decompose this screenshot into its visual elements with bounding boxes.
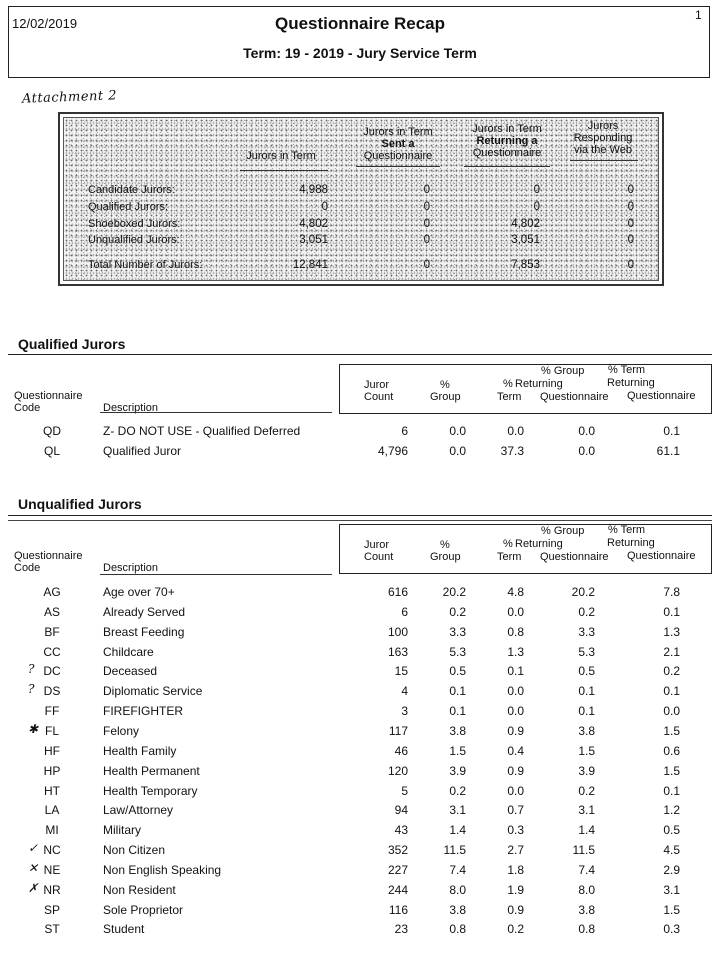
summary-sent-value: 0 (423, 184, 430, 196)
header-group-line2: Group (430, 391, 461, 403)
row-pct-term-returning: 4.5 (663, 843, 680, 858)
row-pct-term: 0.4 (507, 743, 524, 758)
table-row (0, 744, 720, 764)
table-row (0, 585, 720, 605)
table-row (0, 823, 720, 843)
summary-col-sent-line3: Questionnaire (363, 150, 433, 162)
header-term-returning-line2: Returning (607, 537, 655, 549)
summary-in-term-value: 0 (321, 201, 328, 213)
row-pct-term-returning: 0.5 (663, 823, 680, 838)
row-pct-term-returning: 3.1 (663, 882, 680, 897)
row-pct-term-returning: 1.5 (663, 723, 680, 738)
table-row (0, 664, 720, 684)
row-pct-group-returning: 8.0 (578, 882, 595, 897)
header-group-line2: Group (430, 551, 461, 563)
summary-col-web (566, 120, 640, 156)
header-term-returning-line1: % Term (608, 364, 646, 376)
summary-returning-value: 3,051 (511, 234, 540, 246)
row-description: Breast Feeding (103, 624, 185, 639)
report-date: 12/02/2019 (12, 16, 78, 31)
handwritten-mark: ? (28, 662, 35, 677)
table-row (0, 764, 720, 784)
row-code: HT (44, 783, 60, 798)
row-code: NC (43, 843, 61, 858)
handwritten-mark: ✱ (28, 721, 39, 736)
row-code: CC (43, 644, 61, 659)
row-pct-term-returning: 7.8 (663, 585, 680, 599)
table-row (0, 704, 720, 724)
header-code-line2: Code (14, 402, 41, 414)
page-number: 1 (695, 8, 702, 22)
header-group-returning-line3: Questionnaire (540, 391, 609, 403)
row-pct-term-returning: 2.9 (663, 862, 680, 877)
row-pct-group: 1.4 (449, 823, 466, 838)
row-pct-group-returning: 0.8 (578, 922, 595, 937)
summary-sent-value: 0 (423, 201, 430, 213)
table-row (0, 903, 720, 923)
row-code: SP (43, 902, 60, 917)
header-count-line1: Juror (364, 539, 390, 551)
row-pct-group-returning: 0.0 (578, 424, 595, 438)
row-pct-group: 0.0 (449, 444, 466, 458)
row-pct-term: 0.0 (507, 783, 524, 798)
row-pct-group: 11.5 (443, 843, 466, 858)
summary-row-label: Shoeboxed Jurors: (88, 218, 181, 230)
row-juror-count: 4 (401, 684, 408, 699)
summary-returning-value: 7,853 (511, 259, 540, 271)
row-pct-term: 0.0 (507, 424, 524, 438)
row-pct-group-returning: 7.4 (578, 862, 595, 877)
header-term-returning-line3: Questionnaire (627, 390, 696, 402)
header-group-returning-line2: Returning (515, 538, 563, 550)
summary-web-value: 0 (627, 201, 634, 213)
row-description: Felony (103, 723, 140, 738)
row-juror-count: 6 (401, 604, 408, 619)
row-pct-term-returning: 0.2 (663, 664, 680, 679)
row-pct-group-returning: 3.8 (578, 723, 595, 738)
row-pct-group: 1.5 (449, 743, 466, 758)
term-subtitle: Term: 19 - 2019 - Jury Service Term (243, 45, 477, 61)
summary-returning-value: 4,802 (511, 218, 540, 230)
row-juror-count: 244 (387, 882, 408, 897)
table-row (0, 625, 720, 645)
row-juror-count: 100 (387, 624, 408, 639)
row-juror-count: 227 (387, 862, 408, 877)
row-pct-term: 0.9 (507, 723, 524, 738)
row-code: NR (43, 882, 61, 897)
table-row (0, 803, 720, 823)
table-row (0, 444, 720, 464)
row-pct-group: 0.8 (449, 922, 466, 937)
row-pct-group-returning: 1.5 (578, 743, 595, 758)
row-pct-term: 0.0 (507, 604, 524, 619)
section-rule-thin (8, 520, 712, 521)
row-pct-group-returning: 0.1 (578, 684, 595, 699)
row-juror-count: 15 (394, 664, 408, 679)
table-row (0, 721, 720, 744)
header-term-line1: % (503, 378, 513, 390)
row-pct-term-returning: 2.1 (663, 644, 680, 659)
row-code: ST (44, 922, 60, 937)
summary-web-value: 0 (627, 184, 634, 196)
summary-row-label: Qualified Jurors: (88, 201, 169, 213)
row-description: Health Temporary (103, 783, 198, 798)
header-description: Description (103, 402, 159, 414)
row-pct-term: 0.9 (507, 763, 524, 778)
row-pct-group: 0.2 (449, 604, 466, 619)
header-term-line2: Term (497, 391, 522, 403)
row-pct-term: 0.7 (507, 803, 524, 818)
row-code: FF (44, 704, 60, 719)
summary-web-value: 0 (627, 234, 634, 246)
row-pct-group: 3.1 (449, 803, 466, 818)
row-pct-group: 0.2 (449, 783, 466, 798)
summary-row-label: Candidate Jurors: (88, 184, 175, 196)
row-description: Student (103, 922, 145, 937)
table-row (0, 605, 720, 625)
row-pct-group-returning: 0.5 (578, 664, 595, 679)
row-code: QL (43, 444, 60, 458)
row-pct-term: 0.1 (507, 664, 524, 679)
row-description: Already Served (103, 604, 186, 619)
summary-row-label: Total Number of Jurors: (88, 259, 203, 271)
row-pct-term: 4.8 (507, 585, 524, 599)
row-description: Childcare (103, 644, 154, 659)
header-code-line1: Questionnaire (14, 550, 83, 562)
row-pct-term: 0.0 (507, 704, 524, 719)
row-description: FIREFIGHTER (103, 704, 183, 719)
row-juror-count: 3 (401, 704, 408, 719)
row-pct-group: 3.8 (449, 902, 466, 917)
summary-in-term-value: 4,802 (299, 218, 328, 230)
summary-col-returning (464, 123, 550, 159)
row-code: FL (44, 723, 59, 738)
table-row (0, 922, 720, 942)
summary-col-underline (570, 160, 638, 161)
handwritten-mark: ✕ (28, 860, 39, 875)
row-pct-group: 7.4 (449, 862, 466, 877)
header-count-line1: Juror (364, 379, 390, 391)
row-code: HF (44, 743, 60, 758)
summary-in-term-value: 12,841 (292, 259, 328, 271)
row-pct-term-returning: 0.1 (663, 424, 680, 438)
row-juror-count: 46 (394, 743, 408, 758)
row-pct-group: 0.5 (449, 664, 466, 679)
table-row (0, 880, 720, 903)
row-code: BF (44, 624, 60, 639)
row-juror-count: 6 (401, 424, 408, 438)
row-pct-term: 0.8 (507, 624, 524, 639)
row-pct-group-returning: 3.8 (578, 902, 595, 917)
handwritten-mark: ? (28, 682, 35, 697)
section-rule (8, 354, 712, 355)
handwritten-mark: ✗ (28, 880, 39, 895)
row-pct-group-returning: 3.3 (578, 624, 595, 639)
header-count-line2: Count (364, 551, 394, 563)
row-pct-term: 0.0 (507, 684, 524, 699)
row-pct-term-returning: 0.1 (663, 684, 680, 699)
row-pct-group-returning: 0.2 (578, 604, 595, 619)
row-juror-count: 23 (394, 922, 408, 937)
summary-col-web-line1: Jurors (587, 120, 619, 132)
row-code: AS (43, 604, 60, 619)
row-description: Diplomatic Service (103, 684, 203, 699)
row-pct-term: 0.3 (507, 823, 524, 838)
row-description: Military (103, 823, 141, 838)
summary-row-label: Unqualified Jurors: (88, 234, 180, 246)
row-juror-count: 120 (387, 763, 408, 778)
row-pct-term-returning: 0.6 (663, 743, 680, 758)
header-term-returning-line3: Questionnaire (627, 550, 696, 562)
summary-col-underline (464, 166, 550, 167)
row-code: QD (43, 424, 61, 438)
header-term-returning-line2: Returning (607, 377, 655, 389)
row-description: Non Citizen (103, 843, 166, 858)
row-pct-term-returning: 1.5 (663, 763, 680, 778)
row-pct-group-returning: 0.1 (578, 704, 595, 719)
table-row (0, 860, 720, 883)
description-underline (100, 412, 332, 413)
header-group-returning-line1: % Group (541, 365, 585, 377)
row-pct-group: 3.3 (449, 624, 466, 639)
row-pct-group-returning: 3.9 (578, 763, 595, 778)
row-pct-term: 37.3 (500, 444, 524, 458)
row-pct-group: 3.9 (449, 763, 466, 778)
row-pct-term: 1.3 (507, 644, 524, 659)
header-code-line1: Questionnaire (14, 390, 83, 402)
row-juror-count: 117 (388, 723, 408, 738)
unqualified-section-title: Unqualified Jurors (18, 496, 142, 512)
qualified-section-title: Qualified Jurors (18, 336, 126, 352)
summary-web-value: 0 (627, 218, 634, 230)
row-pct-group-returning: 20.2 (571, 585, 595, 599)
report-title: Questionnaire Recap (274, 14, 446, 33)
row-pct-group-returning: 1.4 (578, 823, 595, 838)
row-pct-term-returning: 1.3 (663, 624, 680, 639)
row-pct-term-returning: 0.0 (663, 704, 680, 719)
row-juror-count: 4,796 (377, 444, 408, 458)
row-pct-group: 0.0 (449, 424, 466, 438)
section-rule (8, 515, 712, 516)
summary-col-in-term (238, 150, 324, 162)
row-pct-group-returning: 0.0 (578, 444, 595, 458)
header-description: Description (103, 562, 159, 574)
row-description: Non English Speaking (103, 862, 222, 877)
row-pct-group: 5.3 (449, 644, 466, 659)
row-pct-term: 1.8 (507, 862, 524, 877)
header-group-line1: % (440, 379, 450, 391)
row-description: Deceased (103, 664, 158, 679)
row-pct-group: 3.8 (449, 723, 466, 738)
row-code: LA (44, 803, 60, 818)
row-code: MI (45, 823, 59, 838)
row-description: Sole Proprietor (103, 902, 184, 917)
row-juror-count: 5 (401, 783, 408, 798)
header-term-returning-line1: % Term (608, 524, 646, 536)
row-juror-count: 116 (388, 902, 408, 917)
row-pct-term-returning: 61.1 (656, 444, 680, 458)
row-pct-term-returning: 1.2 (663, 803, 680, 818)
summary-col-returning-line3: Questionnaire (472, 147, 542, 159)
row-pct-term: 2.7 (507, 843, 524, 858)
row-pct-group: 8.0 (449, 882, 466, 897)
row-pct-term-returning: 0.1 (663, 783, 680, 798)
summary-col-underline (240, 170, 328, 171)
row-pct-term-returning: 0.3 (663, 922, 680, 937)
summary-in-term-value: 3,051 (299, 234, 328, 246)
description-underline (100, 574, 332, 575)
header-code-line2: Code (14, 562, 41, 574)
row-description: Health Permanent (103, 763, 200, 778)
summary-sent-value: 0 (423, 218, 430, 230)
row-pct-group-returning: 3.1 (578, 803, 595, 818)
row-pct-term-returning: 1.5 (663, 902, 680, 917)
handwritten-mark: ✓ (28, 841, 39, 856)
summary-sent-value: 0 (423, 259, 430, 271)
row-code: DS (43, 684, 61, 699)
summary-returning-value: 0 (533, 201, 540, 213)
row-pct-group-returning: 0.2 (578, 783, 595, 798)
row-description: Non Resident (103, 882, 176, 897)
header-group-returning-line1: % Group (541, 525, 585, 537)
row-description: Z- DO NOT USE - Qualified Deferred (103, 424, 301, 438)
row-pct-term: 0.2 (507, 922, 524, 937)
row-code: HP (43, 763, 61, 778)
summary-col-sent-line1: Jurors in Term (363, 126, 433, 138)
summary-col-sent (356, 126, 440, 162)
row-code: DC (43, 664, 61, 679)
summary-col-web-line2: Responding (573, 132, 633, 144)
row-description: Law/Attorney (103, 803, 174, 818)
table-row (0, 684, 720, 704)
header-group-returning-line3: Questionnaire (540, 551, 609, 563)
summary-col-in-term-label: Jurors in Term (246, 150, 316, 162)
table-row (0, 784, 720, 804)
row-description: Health Family (103, 743, 177, 758)
summary-in-term-value: 4,988 (299, 184, 328, 196)
table-row (0, 843, 720, 863)
row-juror-count: 352 (387, 843, 408, 858)
table-row (0, 645, 720, 665)
row-pct-group-returning: 5.3 (578, 644, 595, 659)
row-pct-term-returning: 0.1 (663, 604, 680, 619)
header-term-line2: Term (497, 551, 522, 563)
row-juror-count: 616 (387, 585, 408, 599)
handwritten-note: Attachment 2 (21, 88, 118, 107)
row-code: AG (43, 585, 61, 599)
row-pct-group-returning: 11.5 (572, 843, 595, 858)
summary-col-returning-line2: Returning a (476, 135, 538, 147)
row-juror-count: 43 (394, 823, 408, 838)
row-description: Age over 70+ (103, 585, 175, 599)
row-pct-group: 20.2 (442, 585, 466, 599)
summary-web-value: 0 (627, 259, 634, 271)
row-code: NE (43, 862, 61, 877)
table-row (0, 424, 720, 444)
summary-col-returning-line1: Jurors in Term (472, 123, 542, 135)
summary-col-web-line3: via the Web (574, 144, 632, 156)
summary-returning-value: 0 (533, 184, 540, 196)
summary-col-underline (356, 166, 440, 167)
row-pct-term: 0.9 (507, 902, 524, 917)
row-juror-count: 94 (394, 803, 408, 818)
row-description: Qualified Juror (103, 444, 182, 458)
header-group-returning-line2: Returning (515, 378, 563, 390)
summary-sent-value: 0 (423, 234, 430, 246)
row-juror-count: 163 (387, 644, 408, 659)
header-count-line2: Count (364, 391, 394, 403)
row-pct-term: 1.9 (507, 882, 524, 897)
header-term-line1: % (503, 538, 513, 550)
row-pct-group: 0.1 (449, 684, 466, 699)
summary-col-sent-line2: Sent a (381, 138, 415, 150)
header-group-line1: % (440, 539, 450, 551)
row-pct-group: 0.1 (449, 704, 466, 719)
